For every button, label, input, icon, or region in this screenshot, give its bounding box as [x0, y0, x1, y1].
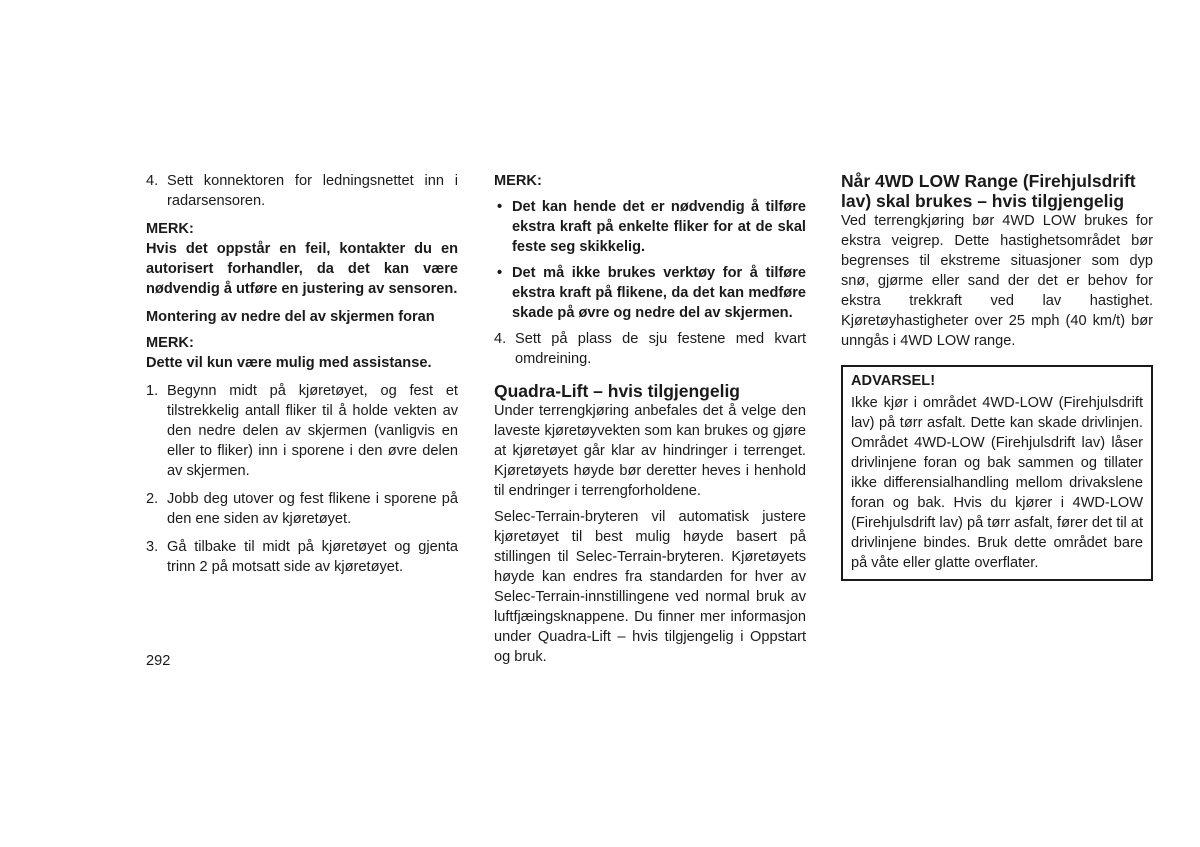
page-number: 292: [146, 653, 171, 669]
step-item: [494, 329, 806, 369]
note-text: Hvis det oppstår en feil, kontakter du en autorisert forhandler, da det kan være nødvendig å utføre en justering av sensoren.: [146, 241, 458, 297]
bullet-text: Det må ikke brukes verktøy for å tilføre ekstra kraft på flikene, da det kan medføre skade på øvre og nedre del av skjermen.: [512, 265, 806, 321]
column-middle: [494, 171, 806, 673]
step-number: 2.: [146, 491, 159, 507]
warning-box: [841, 365, 1153, 581]
bullet-icon: •: [497, 199, 503, 215]
bullet-text: Det kan hende det er nødvendig å tilføre ekstra kraft på enkelte fliker for at de skal feste seg skikkelig.: [512, 199, 806, 255]
note-text: Dette vil kun være mulig med assistanse.: [146, 355, 432, 371]
section-heading: Quadra-Lift – hvis tilgjengelig: [494, 381, 740, 401]
note-label: MERK:: [146, 335, 194, 351]
step-text: Begynn midt på kjøretøyet, og fest et tilstrekkelig antall fliker til å holde vekten av den nedre delen av skjermen (vanligvis en eller to fliker) inn i sporene i den øvre delen av skjermen.: [167, 383, 458, 479]
subheading: Montering av nedre del av skjermen foran: [146, 309, 435, 325]
bullet-icon: •: [497, 265, 503, 281]
step-text: Jobb deg utover og fest flikene i sporene på den ene siden av kjøretøyet.: [167, 491, 458, 527]
step-item: [146, 171, 458, 211]
step-text: Sett konnektoren for ledningsnettet inn i radarsensoren.: [167, 173, 458, 209]
warning-text: Ikke kjør i området 4WD-LOW (Firehjulsdrift lav) på tørr asfalt. Dette kan skade drivlinjen. Området 4WD-LOW (Firehjulsdrift lav) låser drivlinjene foran og bak sammen og tillater ikke differensialhandling mellom drivakslene foran og bak. Hvis du kjører i 4WD-LOW (Firehjulsdrift lav) på tørr asfalt, fører det til at drivlinjene bindes. Bruk dette området bare på våte eller glatte overflater.: [851, 395, 1143, 571]
bullet-item: [494, 263, 806, 323]
warning-title: ADVARSEL!: [851, 373, 936, 389]
paragraph: Under terrengkjøring anbefales det å velge den laveste kjøretøyvekten som kan brukes og gjøre at kjøretøyet går klar av hindringer i terrenget. Kjøretøyets høyde bør deretter heves i henhold til endringer i terrengforholdene.: [494, 403, 806, 499]
step-number: 1.: [146, 383, 159, 399]
step-number: 3.: [146, 539, 159, 555]
step-text: Gå tilbake til midt på kjøretøyet og gjenta trinn 2 på motsatt side av kjøretøyet.: [167, 539, 458, 575]
step-text: Sett på plass de sju festene med kvart omdreining.: [515, 331, 806, 367]
step-number: 4.: [146, 173, 159, 189]
bullet-item: [494, 197, 806, 257]
step-item: [146, 489, 458, 529]
step-item: [146, 381, 458, 481]
paragraph: Selec-Terrain-bryteren vil automatisk justere kjøretøyet til best mulig høyde basert på stillingen til Selec-Terrain-bryteren. Kjøretøyets høyde kan endres fra standarden for hver av Selec-Terrain-innstillingene ved normal bruk av luftfjæingsknappene. Du finner mer informasjon under Quadra-Lift – hvis tilgjengelig i Oppstart og bruk.: [494, 509, 806, 665]
note-label: MERK:: [494, 173, 542, 189]
column-left: [146, 171, 458, 585]
section-heading: Når 4WD LOW Range (Firehjulsdrift lav) skal brukes – hvis tilgjengelig: [841, 171, 1136, 211]
note-label: MERK:: [146, 221, 194, 237]
step-item: [146, 537, 458, 577]
paragraph: Ved terrengkjøring bør 4WD LOW brukes for ekstra veigrep. Dette hastighetsområdet bør begrenses til ekstreme situasjoner som dyp snø, gjørme eller sand der det er behov for ekstra trekkraft ved lav hastighet. Kjøretøyhastigheter over 25 mph (40 km/t) bør unngås i 4WD LOW range.: [841, 213, 1153, 349]
step-number: 4.: [494, 331, 507, 347]
column-right: [841, 171, 1153, 581]
